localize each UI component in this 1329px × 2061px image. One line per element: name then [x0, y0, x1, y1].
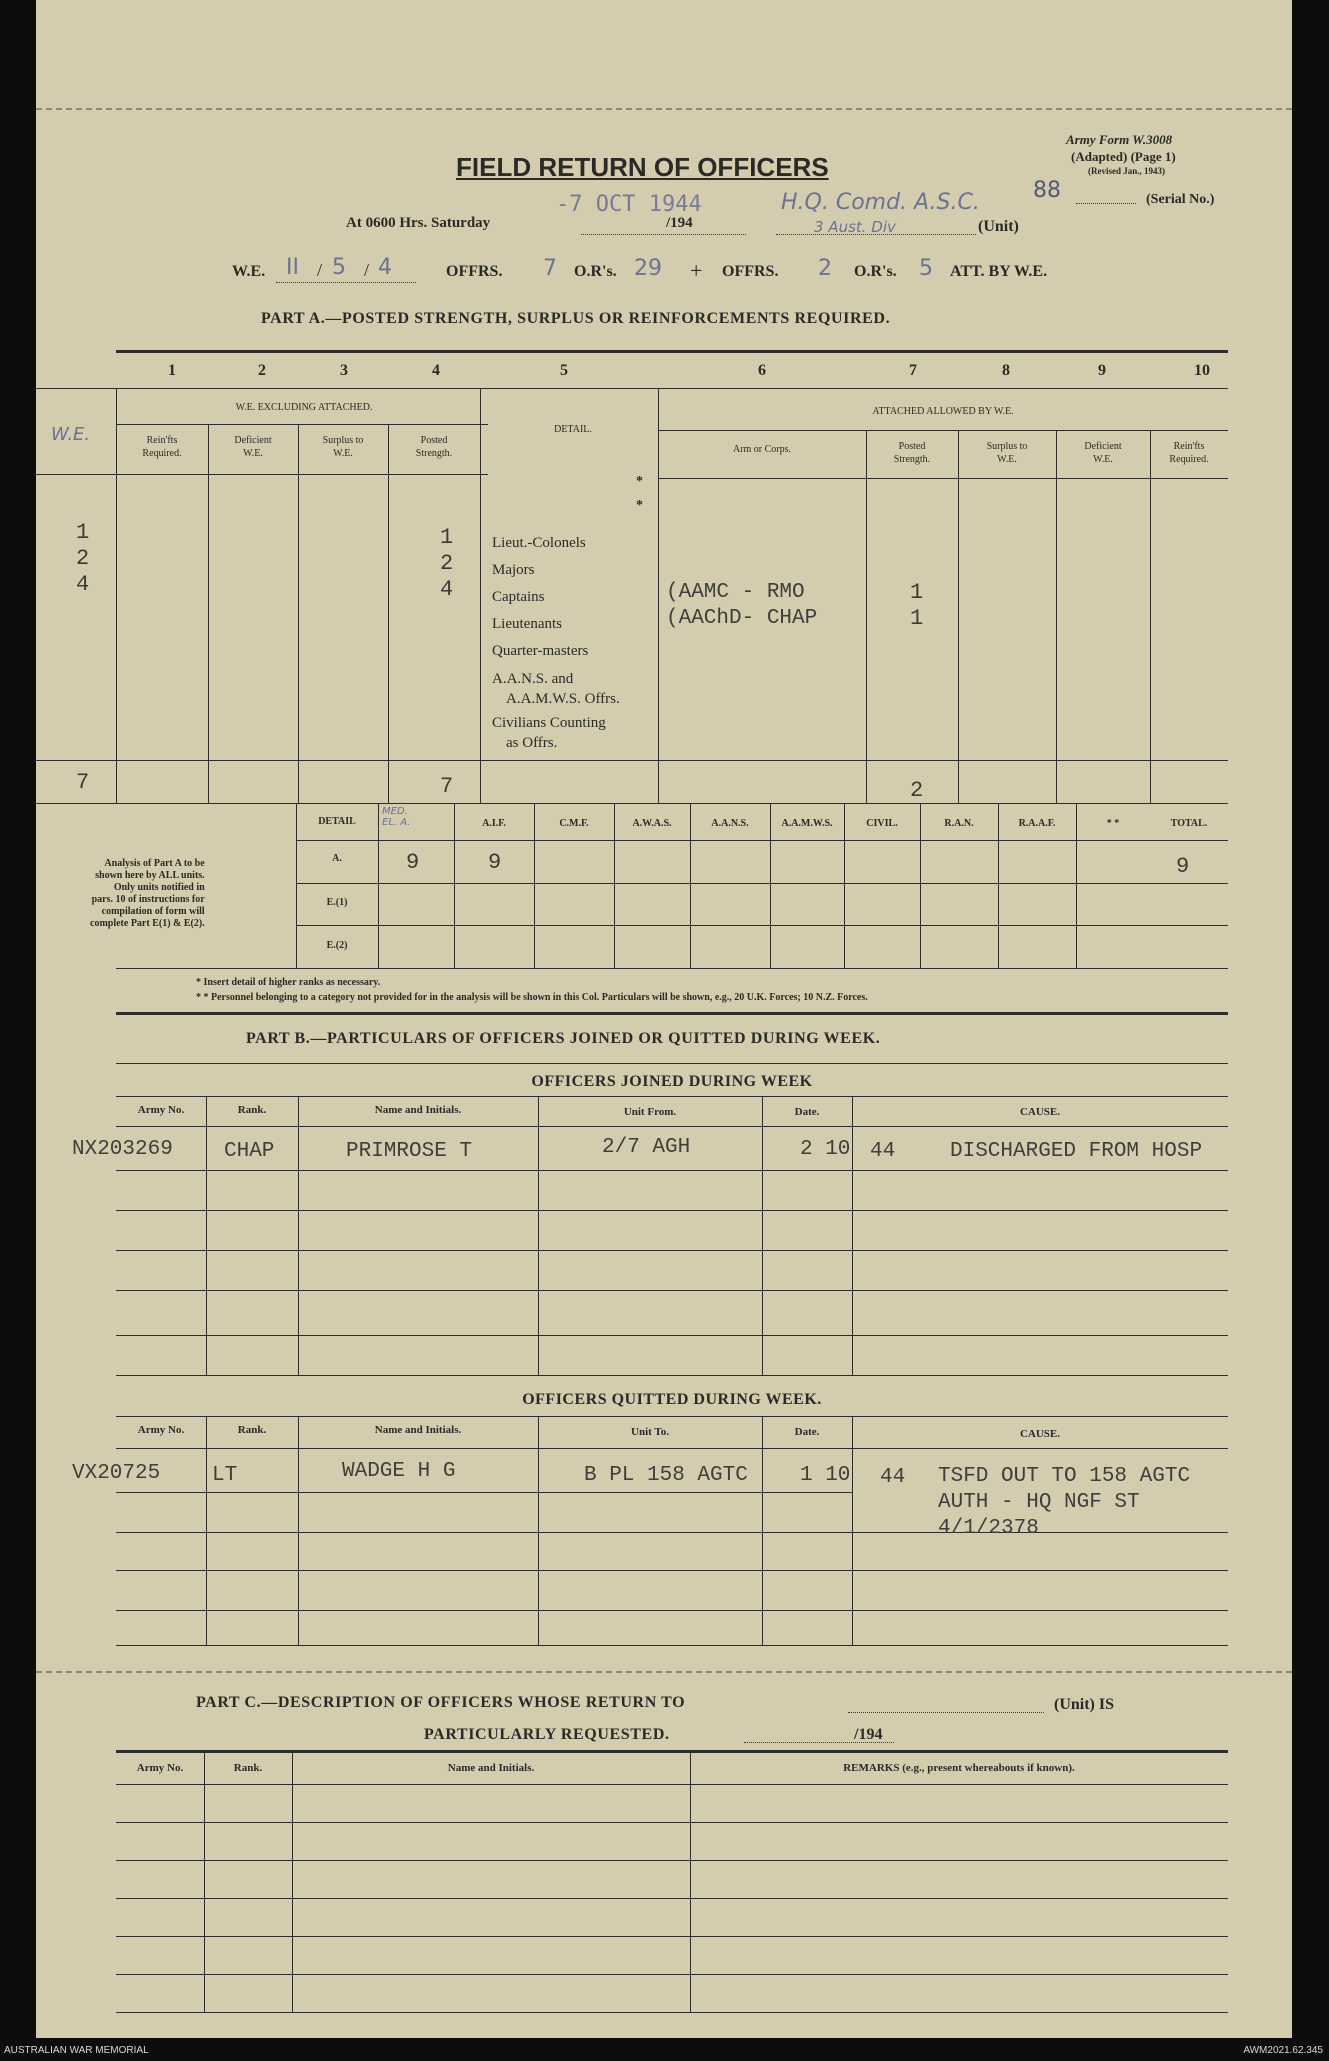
offrs-value-2: 2: [818, 256, 832, 281]
army-form-label: Army Form W.3008: [1066, 132, 1173, 147]
we-value-a: II: [286, 255, 299, 280]
total-margin: 7: [76, 770, 90, 795]
quitted-unit: B PL 158 AGTC: [584, 1464, 748, 1487]
analysis-header-rule: [296, 840, 1228, 841]
part-a-total-rule: [36, 760, 1228, 761]
at-line-label: At 0600 Hrs. Saturday: [346, 215, 491, 231]
rank-captains: Captains: [492, 589, 545, 605]
part-c-unit-is: (Unit) IS: [1054, 1696, 1115, 1713]
part-a-col-line-10: [1150, 430, 1151, 803]
joined-rule-4: [116, 1250, 1228, 1251]
joined-rule-3: [116, 1210, 1228, 1211]
rank-aans: A.A.N.S. and: [492, 671, 574, 687]
unit-sub: 3 Aust. Div: [814, 218, 896, 236]
adapted-label: (Adapted) (Page 1): [1071, 149, 1176, 164]
part-c-title: PART C.—DESCRIPTION OF OFFICERS WHOSE RETURN TO: [196, 1694, 686, 1711]
serial-number: 88: [1033, 178, 1061, 203]
reinfts-header: Rein'fts Required.: [142, 435, 182, 459]
joined-rule-1: [116, 1126, 1228, 1127]
star-2: *: [636, 498, 643, 513]
quitted-title-rule: [116, 1416, 1228, 1417]
joined-header-name: Name and Initials.: [374, 1104, 462, 1116]
part-a-col-line-9: [1056, 430, 1057, 803]
joined-header-cause: CAUSE.: [1019, 1106, 1061, 1118]
rank-list: [492, 530, 620, 753]
surplus8-header: Surplus to W.E.: [986, 441, 1028, 465]
col-number-7: 7: [909, 362, 917, 379]
analysis-row-rule-1: [296, 883, 1228, 884]
attached-aachd: (AAChD- CHAP: [666, 607, 818, 630]
posted-values: [440, 525, 453, 603]
joined-unit: 2/7 AGH: [602, 1136, 691, 1159]
analysis-header-ran: R.A.N.: [944, 818, 974, 829]
quitted-army-no: VX20725: [72, 1462, 161, 1485]
quitted-col-line-4: [762, 1416, 763, 1645]
quitted-header-name: Name and Initials.: [374, 1424, 462, 1436]
quitted-rule-4: [116, 1570, 1228, 1571]
we-value-c: 4: [378, 255, 392, 280]
attached-posted-2: 1: [910, 606, 924, 631]
quitted-cause-line-3: 4/1/2378: [938, 1517, 1039, 1540]
analysis-note-3: Only units notified in: [113, 882, 205, 893]
quitted-title: OFFICERS QUITTED DURING WEEK.: [522, 1391, 822, 1408]
we-value-b: 5: [332, 255, 346, 280]
we-label: W.E.: [232, 263, 266, 280]
quitted-name: WADGE H G: [342, 1460, 456, 1483]
quitted-header-army-no: Army No.: [137, 1424, 185, 1436]
col-number-8: 8: [1002, 362, 1010, 379]
part-c-rule-2: [116, 1822, 1228, 1823]
ors-value-2: 5: [919, 256, 933, 281]
part-c-col-line-3: [690, 1750, 691, 2012]
star-1: *: [636, 474, 643, 489]
we-slash-2: /: [364, 260, 370, 280]
att-label: ATT. BY W.E.: [950, 263, 1048, 280]
joined-cause: DISCHARGED FROM HOSP: [950, 1140, 1203, 1163]
rank-majors: Majors: [492, 562, 535, 578]
part-a-rule-4b: [658, 478, 1228, 479]
arm-corps-header: Arm or Corps.: [732, 444, 792, 455]
part-c-title-b: PARTICULARLY REQUESTED.: [424, 1726, 670, 1743]
part-a-col-line-7: [866, 430, 867, 803]
form-sheet: [36, 0, 1292, 2038]
deficient-header: Deficient W.E.: [234, 435, 272, 459]
joined-name: PRIMROSE T: [346, 1140, 473, 1163]
col-number-6: 6: [758, 362, 766, 379]
joined-rule-2: [116, 1170, 1228, 1171]
quitted-header-date: Date.: [794, 1426, 820, 1438]
analysis-header-aans: A.A.N.S.: [711, 818, 749, 829]
margin-values: [76, 520, 89, 598]
form-title: FIELD RETURN OF OFFICERS: [456, 152, 829, 182]
posted-value-2: 2: [440, 551, 454, 576]
ors-label-2: O.R's.: [854, 263, 897, 280]
part-a-col-line-1: [116, 388, 117, 803]
analysis-header-cmf: C.M.F.: [559, 818, 589, 829]
joined-title-rule: [116, 1096, 1228, 1097]
rank-aamws: A.A.M.W.S. Offrs.: [506, 691, 620, 707]
footer-left: AUSTRALIAN WAR MEMORIAL: [4, 2045, 149, 2056]
rank-lieutenants: Lieutenants: [492, 616, 562, 632]
joined-rule-6: [116, 1335, 1228, 1336]
offrs-label-2: OFFRS.: [722, 263, 779, 280]
offrs-value: 7: [543, 256, 557, 281]
part-a-col-line-6: [658, 388, 659, 803]
rank-civilians: Civilians Counting: [492, 715, 606, 731]
analysis-header-awas: A.W.A.S.: [632, 818, 672, 829]
joined-col-line-4: [762, 1096, 763, 1375]
footnote-2: * * Personnel belonging to a category not provided for in the analysis will be shown in this Col. Particulars will be shown, e.g., 20 U.K. Forces; 10 N.Z. Forces.: [196, 992, 868, 1003]
col-number-5: 5: [560, 362, 568, 379]
joined-col-line-1: [206, 1096, 207, 1375]
col-number-9: 9: [1098, 362, 1106, 379]
date-dotline: [581, 234, 746, 235]
quitted-date: 1 10: [800, 1464, 851, 1487]
part-a-col-line-8: [958, 430, 959, 803]
part-c-rule-7: [116, 2012, 1228, 2013]
quitted-col-line-5: [852, 1416, 853, 1645]
analysis-bottom-rule: [116, 968, 1228, 969]
joined-col-line-2: [298, 1096, 299, 1375]
analysis-col-line-2: [378, 803, 379, 968]
serial-dotline: [1076, 203, 1136, 204]
part-a-rule-3b: [658, 430, 1228, 431]
ors-value: 29: [634, 256, 662, 281]
quitted-cause-line-2: AUTH - HQ NGF ST: [938, 1491, 1140, 1514]
quitted-cause: [938, 1464, 1190, 1542]
part-a-col-line-5: [480, 388, 481, 803]
part-c-year-suffix: /194: [854, 1726, 883, 1743]
col-number-4: 4: [432, 362, 440, 379]
total-posted: 7: [440, 774, 454, 799]
attached-corps: [666, 580, 817, 632]
quitted-rule-2: [116, 1492, 852, 1493]
attached-posted-1: 1: [910, 580, 924, 605]
footnote-1: * Insert detail of higher ranks as necessary.: [196, 977, 381, 988]
part-a-rule-3a: [116, 424, 488, 425]
posted7-header: Posted Strength.: [893, 441, 931, 465]
deficient9-header: Deficient W.E.: [1084, 441, 1122, 465]
analysis-header-other: * *: [1106, 818, 1120, 829]
part-c-rule-3: [116, 1860, 1228, 1861]
analysis-row-a: A.: [332, 853, 342, 864]
ors-label: O.R's.: [574, 263, 617, 280]
analysis-row-rule-2: [296, 925, 1228, 926]
part-a-end-rule: [116, 1012, 1228, 1015]
analysis-row-e2: E.(2): [326, 940, 348, 951]
joined-header-rank: Rank.: [237, 1104, 267, 1116]
analysis-med-value: 9: [406, 850, 420, 875]
joined-header-unit: Unit From.: [623, 1106, 677, 1118]
joined-rank: CHAP: [224, 1140, 275, 1163]
part-c-rule-6: [116, 1974, 1228, 1975]
joined-year: 44: [870, 1140, 896, 1163]
quitted-rank: LT: [212, 1464, 238, 1487]
rank-quarter-masters: Quarter-masters: [492, 643, 589, 659]
analysis-note-6: complete Part E(1) & E(2).: [90, 918, 205, 929]
joined-header-army-no: Army No.: [137, 1104, 185, 1116]
part-a-bottom-rule: [36, 803, 1228, 804]
quitted-rule-5: [116, 1610, 1228, 1611]
detail-header: DETAIL.: [554, 424, 592, 435]
margin-value-2: 2: [76, 546, 90, 571]
joined-army-no: NX203269: [72, 1138, 173, 1161]
analysis-note: [90, 858, 205, 930]
joined-col-line-3: [538, 1096, 539, 1375]
margin-value-1: 1: [76, 520, 90, 545]
part-c-unit-dotline: [848, 1712, 1044, 1713]
joined-col-line-5: [852, 1096, 853, 1375]
part-c-header-name: Name and Initials.: [447, 1762, 535, 1774]
part-c-col-line-2: [292, 1750, 293, 2012]
joined-rule-7: [116, 1375, 1228, 1376]
perforation-top: [36, 108, 1292, 110]
part-b-title-rule: [116, 1063, 1228, 1064]
analysis-note-1: Analysis of Part A to be: [104, 858, 205, 869]
unit-dotline: [776, 234, 976, 235]
we-excluding-header: W.E. EXCLUDING ATTACHED.: [235, 402, 373, 413]
col-number-3: 3: [340, 362, 348, 379]
col-number-2: 2: [258, 362, 266, 379]
unit-label: (Unit): [978, 218, 1019, 235]
quitted-header-rank: Rank.: [237, 1424, 267, 1436]
col-number-1: 1: [168, 362, 176, 379]
part-a-col-line-2: [208, 424, 209, 803]
quitted-rule-6: [116, 1645, 1228, 1646]
joined-title: OFFICERS JOINED DURING WEEK: [531, 1073, 813, 1090]
revised-label: (Revised Jan., 1943): [1088, 166, 1165, 176]
joined-date: 2 10: [800, 1138, 851, 1161]
quitted-header-unit: Unit To.: [631, 1426, 669, 1438]
part-c-header-rank: Rank.: [233, 1762, 263, 1774]
analysis-header-aif: A.I.F.: [482, 818, 506, 829]
analysis-total-value: 9: [1176, 854, 1190, 879]
analysis-header-total: TOTAL.: [1170, 818, 1208, 829]
posted-value-3: 4: [440, 577, 454, 602]
rank-as-offrs: as Offrs.: [506, 735, 558, 751]
offrs-label: OFFRS.: [446, 263, 503, 280]
margin-value-3: 4: [76, 572, 90, 597]
analysis-header-civil: CIVIL.: [866, 818, 898, 829]
part-a-title: PART A.—POSTED STRENGTH, SURPLUS OR REINFORCEMENTS REQUIRED.: [261, 310, 891, 327]
part-c-header-army-no: Army No.: [136, 1762, 184, 1774]
we-dotline: [276, 282, 416, 283]
analysis-row-e1: E.(1): [326, 897, 348, 908]
rank-lieut-colonels: Lieut.-Colonels: [492, 535, 586, 551]
attached-aamc: (AAMC - RMO: [666, 581, 805, 604]
surplus-header: Surplus to W.E.: [322, 435, 364, 459]
total-attached: 2: [910, 778, 924, 803]
year-suffix: /194: [666, 215, 693, 231]
posted-value-1: 1: [440, 525, 454, 550]
analysis-note-4: pars. 10 of instructions for: [91, 894, 205, 905]
quitted-col-line-2: [298, 1416, 299, 1645]
analysis-aif-value: 9: [488, 850, 502, 875]
part-b-title: PART B.—PARTICULARS OF OFFICERS JOINED OR QUITTED DURING WEEK.: [246, 1030, 881, 1047]
part-c-col-line-1: [204, 1750, 205, 2012]
plus-sign: +: [690, 258, 703, 283]
attached-allowed-header: ATTACHED ALLOWED BY W.E.: [872, 406, 1014, 417]
attached-posted: [910, 580, 923, 632]
col-number-10: 10: [1194, 362, 1210, 379]
joined-rule-5: [116, 1290, 1228, 1291]
quitted-year: 44: [880, 1466, 906, 1489]
quitted-header-cause: CAUSE.: [1019, 1428, 1061, 1440]
analysis-header-detail: DETAIL: [318, 816, 356, 827]
analysis-note-5: compilation of form will: [101, 906, 205, 917]
footer-right: AWM2021.62.345: [1243, 2045, 1323, 2056]
posted-header: Posted Strength.: [415, 435, 453, 459]
analysis-header-raaf: R.A.A.F.: [1018, 818, 1056, 829]
date-stamp: -7 OCT 1944: [556, 192, 702, 217]
joined-header-date: Date.: [794, 1106, 820, 1118]
part-c-rule-5: [116, 1936, 1228, 1937]
unit-handwritten: H.Q. Comd. A.S.C.: [781, 190, 980, 215]
serial-label: (Serial No.): [1146, 192, 1215, 207]
part-a-rule-top: [116, 350, 1228, 353]
part-c-rule-top: [116, 1750, 1228, 1753]
part-c-rule-1: [116, 1784, 1228, 1785]
part-a-col-line-3: [298, 424, 299, 803]
part-c-rule-4: [116, 1898, 1228, 1899]
margin-we: W.E.: [51, 424, 91, 445]
part-a-rule-4a: [36, 474, 488, 475]
perforation-bottom: [36, 1671, 1292, 1673]
part-a-col-line-4: [388, 424, 389, 803]
quitted-rule-1: [116, 1448, 1228, 1449]
part-a-rule-2: [36, 388, 1228, 389]
analysis-hand-header: MED. EL. A.: [382, 806, 411, 828]
quitted-col-line-1: [206, 1416, 207, 1645]
analysis-note-2: shown here by ALL units.: [95, 870, 205, 881]
analysis-header-aamws: A.A.M.W.S.: [781, 818, 833, 829]
we-slash-1: /: [317, 260, 323, 280]
quitted-cause-line-1: TSFD OUT TO 158 AGTC: [938, 1465, 1191, 1488]
quitted-col-line-3: [538, 1416, 539, 1645]
part-c-header-remarks: REMARKS (e.g., present whereabouts if known).: [843, 1762, 1075, 1774]
reinfts10-header: Rein'fts Required.: [1169, 441, 1209, 465]
